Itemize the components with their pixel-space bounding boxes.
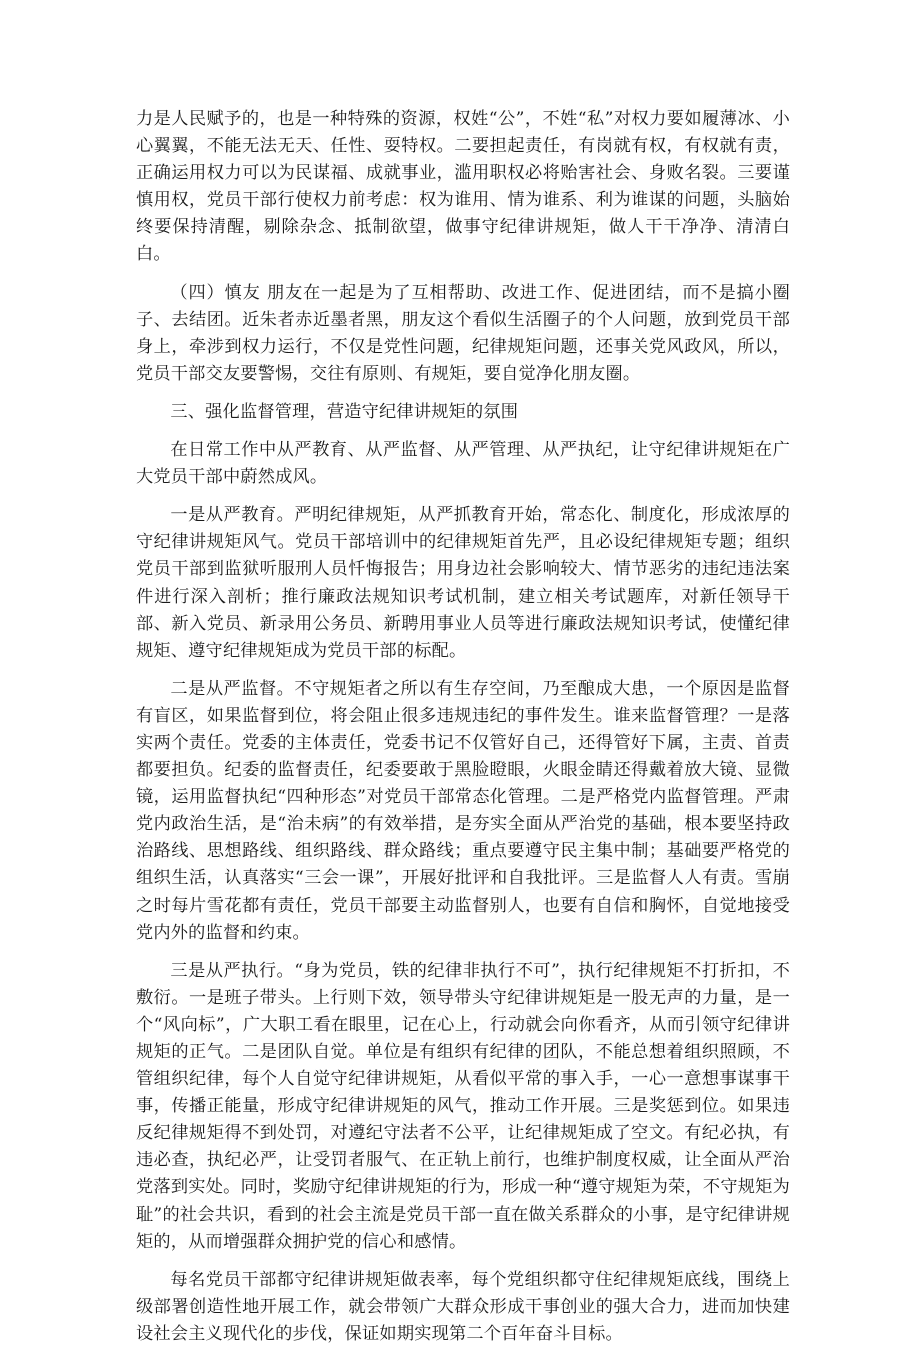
document-page — [136, 106, 790, 1359]
paragraph-power-continuation: 力是人民赋予的，也是一种特殊的资源，权姓“公”，不姓“私”对权力要如履薄冰、小心翼翼，不能无法无天、任性、耍特权。二要担起责任，有岗就有权，有权就有责，正确运用权力可以为民谋福、成就事业，滥用职权必将贻害社会、身败名裂。三要谨慎用权，党员干部行使权力前考虑：权为谁用、情为谁系、利为谁谋的问题，头脑始终要保持清醒，剔除杂念、抵制欲望，做事守纪律讲规矩，做人干干净净、清清白白。 — [136, 109, 790, 265]
paragraph-conclusion: 每名党员干部都守纪律讲规矩做表率，每个党组织都守住纪律规矩底线，围绕上级部署创造性地开展工作，就会带领广大群众形成干事创业的强大合力，进而加快建设社会主义现代化的步伐，保证如期实现第二个百年奋斗目标。 — [136, 1269, 790, 1344]
paragraph-strict-execution: 三是从严执行。“身为党员，铁的纪律非执行不可”，执行纪律规矩不打折扣，不敷衍。一是班子带头。上行则下效，领导带头守纪律讲规矩是一股无声的力量，是一个“风向标”，广大职工看在眼里，记在心上，行动就会向你看齐，从而引领守纪律讲规矩的正气。二是团队自觉。单位是有组织有纪律的团队，不能总想着组织照顾，不管组织纪律，每个人自觉守纪律讲规矩，从看似平常的事入手，一心一意想事谋事干事，传播正能量，形成守纪律讲规矩的风气，推动工作开展。三是奖惩到位。如果违反纪律规矩得不到处罚，对遵纪守法者不公平，让纪律规矩成了空文。有纪必执，有违必查，执纪必严，让受罚者服气、在正轨上前行，也维护制度权威，让全面从严治党落到实处。同时，奖励守纪律讲规矩的行为，形成一种“遵守规矩为荣，不守规矩为耻”的社会共识，看到的社会主流是党员干部一直在做关系群众的小事，是守纪律讲规矩的，从而增强群众拥护党的信心和感情。 — [136, 960, 790, 1252]
paragraph-strict-supervision: 二是从严监督。不守规矩者之所以有生存空间，乃至酿成大患，一个原因是监督有盲区，如果监督到位，将会阻止很多违规违纪的事件发生。谁来监督管理？一是落实两个责任。党委的主体责任，党委书记不仅管好自己，还得管好下属，主责、首责都要担负。纪委的监督责任，纪委要敢于黑脸瞪眼，火眼金睛还得戴着放大镜、显微镜，运用监督执纪“四种形态”对党员干部常态化管理。二是严格党内监督管理。严肃党内政治生活，是“治未病”的有效举措，是夯实全面从严治党的基础，根本要坚持政治路线、思想路线、组织路线、群众路线；重点要遵守民主集中制；基础要严格党的组织生活，认真落实“三会一课”，开展好批评和自我批评。三是监督人人有责。雪崩之时每片雪花都有责任，党员干部要主动监督别人，也要有自信和胸怀，自觉地接受党内外的监督和约束。 — [136, 678, 790, 943]
paragraph-careful-friends: （四）慎友 朋友在一起是为了互相帮助、改进工作、促进团结，而不是搞小圈子、去结团。近朱者赤近墨者黑，朋友这个看似生活圈子的个人问题，放到党员干部身上，牵涉到权力运行，不仅是党性问题，纪律规矩问题，还事关党风政风，所以，党员干部交友要警惕，交往有原则、有规矩，要自觉净化朋友圈。 — [136, 282, 790, 384]
section-heading-supervision: 三、强化监督管理，营造守纪律讲规矩的氛围 — [170, 401, 519, 422]
paragraph-daily-work: 在日常工作中从严教育、从严监督、从严管理、从严执纪，让守纪律讲规矩在广大党员干部中蔚然成风。 — [136, 440, 790, 488]
paragraph-strict-education: 一是从严教育。严明纪律规矩，从严抓教育开始，常态化、制度化，形成浓厚的守纪律讲规矩风气。党员干部培训中的纪律规矩首先严，且必设纪律规矩专题；组织党员干部到监狱听服刑人员忏悔报告；用身边社会影响较大、情节恶劣的违纪违法案件进行深入剖析；推行廉政法规知识考试机制，建立相关考试题库，对新任领导干部、新入党员、新录用公务员、新聘用事业人员等进行廉政法规知识考试，使懂纪律规矩、遵守纪律规矩成为党员干部的标配。 — [136, 505, 790, 661]
